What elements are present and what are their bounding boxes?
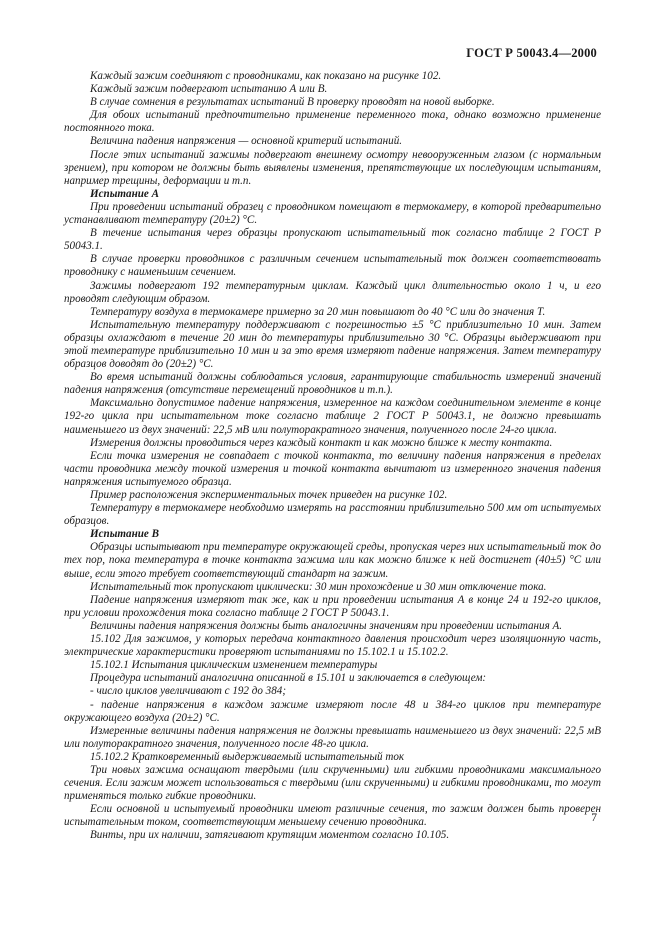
paragraph: Пример расположения экспериментальных точек приведен на рисунке 102. [90, 489, 448, 501]
paragraph: Во время испытаний должны соблюдаться условия, гарантирующие стабильность измерений значений падения напряжения (отсутствие перемещений проводников и т.п.). [64, 371, 601, 397]
paragraph: Максимально допустимое падение напряжения, измеренное на каждом соединительном элементе в конце 192-го цикла при испытательном токе согласно таблице 2 ГОСТ Р 50043.1, не должно превышать наименьшего из двух значений: 22,5 мВ или полуторакратного значения, полученного после 24-го цикла. [64, 397, 601, 436]
paragraph: Величина падения напряжения — основной критерий испытаний. [90, 135, 403, 148]
paragraph: В случае проверки проводников с различным сечением испытательный ток должен соответствовать проводнику с наименьшим сечением. [64, 253, 601, 279]
paragraph: Температуру в термокамере необходимо измерять на расстоянии приблизительно 500 мм от испытуемых образцов. [64, 502, 601, 528]
page-number: 7 [591, 812, 597, 824]
paragraph: Падение напряжения измеряют так же, как и при проведении испытания А в конце 24 и 192-го циклов, при условии прохождения тока согласно таблице 2 ГОСТ Р 50043.1. [64, 593, 601, 619]
paragraph: В случае сомнения в результатах испытаний В проверку проводят на новой выборке. [90, 96, 495, 109]
paragraph: Измерения должны проводиться через каждый контакт и как можно ближе к месту контакта. [90, 436, 553, 449]
section-heading-test-a: Испытание А [90, 187, 160, 200]
list-item: - падение напряжения в каждом зажиме измеряют после 48 и 384-го циклов при температуре окружающего воздуха (20±2) °С. [64, 698, 601, 724]
section-heading-test-b: Испытание В [90, 528, 160, 541]
paragraph: Зажимы подвергают 192 температурным циклам. Каждый цикл длительностью около 1 ч, и его проводят следующим образом. [64, 279, 601, 305]
paragraph: Процедура испытаний аналогична описанной в 15.101 и заключается в следующем: [90, 672, 487, 685]
document-body [64, 70, 601, 843]
paragraph: Если основной и испытуемый проводники имеют различные сечения, то зажим должен быть проверен испытательным током, соответствующим меньшему сечению проводника. [64, 803, 601, 829]
subsection-heading: 15.102.2 Кратковременный выдерживаемый испытательный ток [90, 750, 405, 763]
paragraph: Каждый зажим подвергают испытанию А или В. [90, 83, 328, 96]
paragraph: Образцы испытывают при температуре окружающей среды, пропуская через них испытательный ток до тех пор, пока температура в точке контакта зажима или как можно ближе к ней достигнет (40±5) °С или выше, если этого требует соответствующий стандарт на зажим. [64, 541, 601, 580]
paragraph: Для обоих испытаний предпочтительно применение переменного тока, однако возможно применение постоянного тока. [64, 109, 601, 135]
paragraph: Каждый зажим соединяют с проводниками, как показано на рисунке 102. [90, 70, 442, 82]
paragraph: Величины падения напряжения должны быть аналогичны значениям при проведении испытания А. [90, 619, 563, 632]
paragraph: При проведении испытаний образец с проводником помещают в термокамеру, в которой предварительно устанавливают температуру (20±2) °С. [64, 200, 601, 227]
paragraph: Испытательный ток пропускают циклически: 30 мин прохождение и 30 мин отключение тока. [90, 580, 547, 593]
paragraph: Если точка измерения не совпадает с точкой контакта, то величину падения напряжения в пределах части проводника между точкой измерения и точкой контакта вычитают из измеренного значения падения напряжения испытуемого образца. [64, 449, 601, 488]
paragraph: Измеренные величины падения напряжения не должны превышать наименьшего из двух значений: 22,5 мВ или полуторакратного значения, полученного после 48-го цикла. [64, 724, 601, 750]
paragraph: Испытательную температуру поддерживают с погрешностью ±5 °С приблизительно 10 мин. Затем образцы охлаждают в течение 20 мин до температуры приблизительно 30 °С. Образцы выдерживают при этой температуре приблизительно 10 мин и за это время измеряют падение напряжения. Затем температуру образцов доводят до (20±2) °С. [64, 318, 601, 371]
list-item: - число циклов увеличивают с 192 до 384; [90, 685, 287, 698]
paragraph: После этих испытаний зажимы подвергают внешнему осмотру невооруженным глазом (с нормальным зрением), при котором не должны быть выявлены изменения, препятствующие их последующим испытаниям, например трещины, деформации и т.п. [64, 148, 601, 187]
subsection-heading: 15.102.1 Испытания циклическим изменением температуры [90, 659, 378, 672]
paragraph: 15.102 Для зажимов, у которых передача контактного давления происходит через изоляционную часть, электрические характеристики проверяют испытаниями по 15.102.1 и 15.102.2. [64, 633, 601, 659]
paragraph: В течение испытания через образцы пропускают испытательный ток согласно таблице 2 ГОСТ Р 50043.1. [64, 227, 601, 253]
paragraph: Температуру воздуха в термокамере примерно за 20 мин повышают до 40 °С или до значения Т. [90, 305, 546, 318]
paragraph: Винты, при их наличии, затягивают крутящим моментом согласно 10.105. [90, 829, 450, 842]
paragraph: Три новых зажима оснащают твердыми (или скрученными) или гибкими проводниками максимального сечения. Если зажим может использоваться с твердыми (или скрученными) и гибкими проводниками, то могут применяться только гибкие проводники. [64, 763, 601, 803]
standard-header: ГОСТ Р 50043.4—2000 [466, 46, 597, 60]
